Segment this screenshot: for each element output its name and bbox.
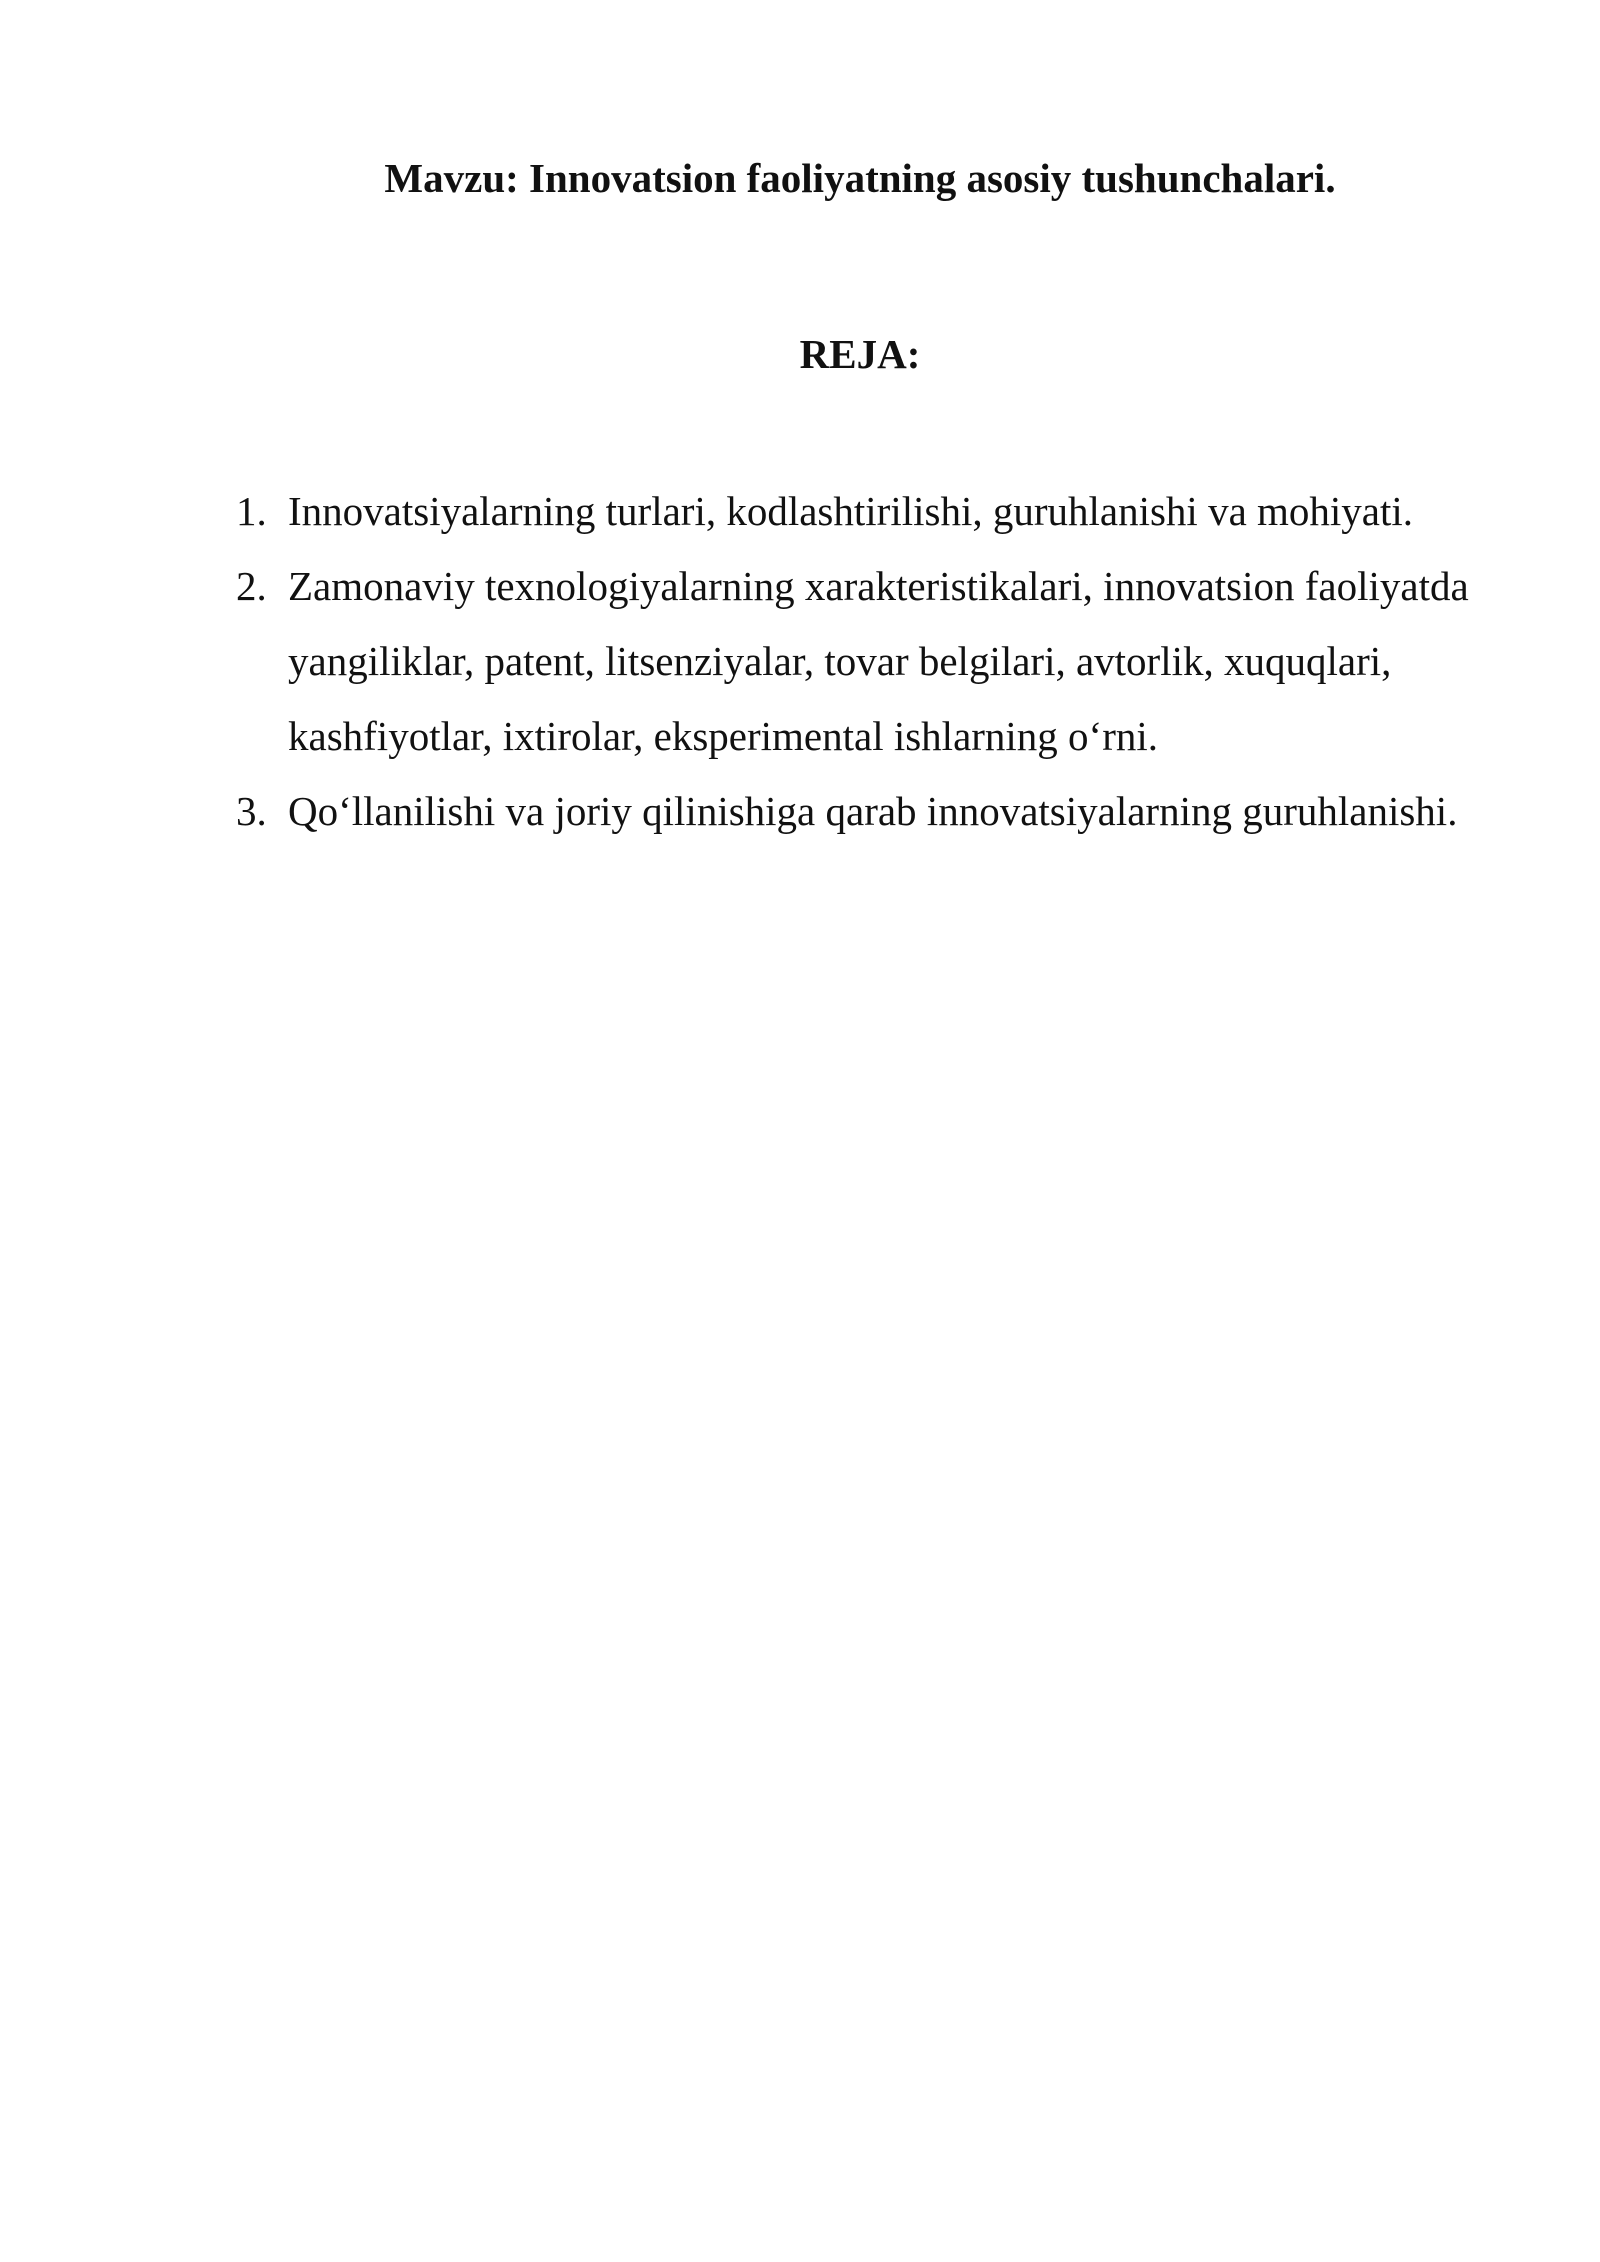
plan-item-2 — [236, 549, 1536, 774]
plan-item-number: 1. — [236, 488, 267, 534]
plan-item-text: Qo‘llanilishi va joriy qilinishiga qarab innovatsiyalarning guruhlanishi. — [288, 788, 1458, 834]
plan-item-number: 2. — [236, 563, 267, 609]
plan-item-1 — [236, 474, 1536, 549]
plan-list — [236, 474, 1536, 849]
document-title: Mavzu: Innovatsion faoliyatning asosiy tushunchalari. — [384, 155, 1336, 201]
plan-heading: REJA: — [799, 331, 921, 377]
plan-item-number: 3. — [236, 788, 267, 834]
plan-item-text: Innovatsiyalarning turlari, kodlashtirilishi, guruhlanishi va mohiyati. — [288, 488, 1414, 534]
plan-item-text: Zamonaviy texnologiyalarning xarakteristikalari, innovatsion faoliyatda yangiliklar, patent, litsenziyalar, tovar belgilari, avtorlik, xuquqlari, kashfiyotlar, ixtirolar, eksperimental ishlarning o‘rni. — [288, 563, 1469, 759]
plan-item-3 — [236, 774, 1536, 849]
